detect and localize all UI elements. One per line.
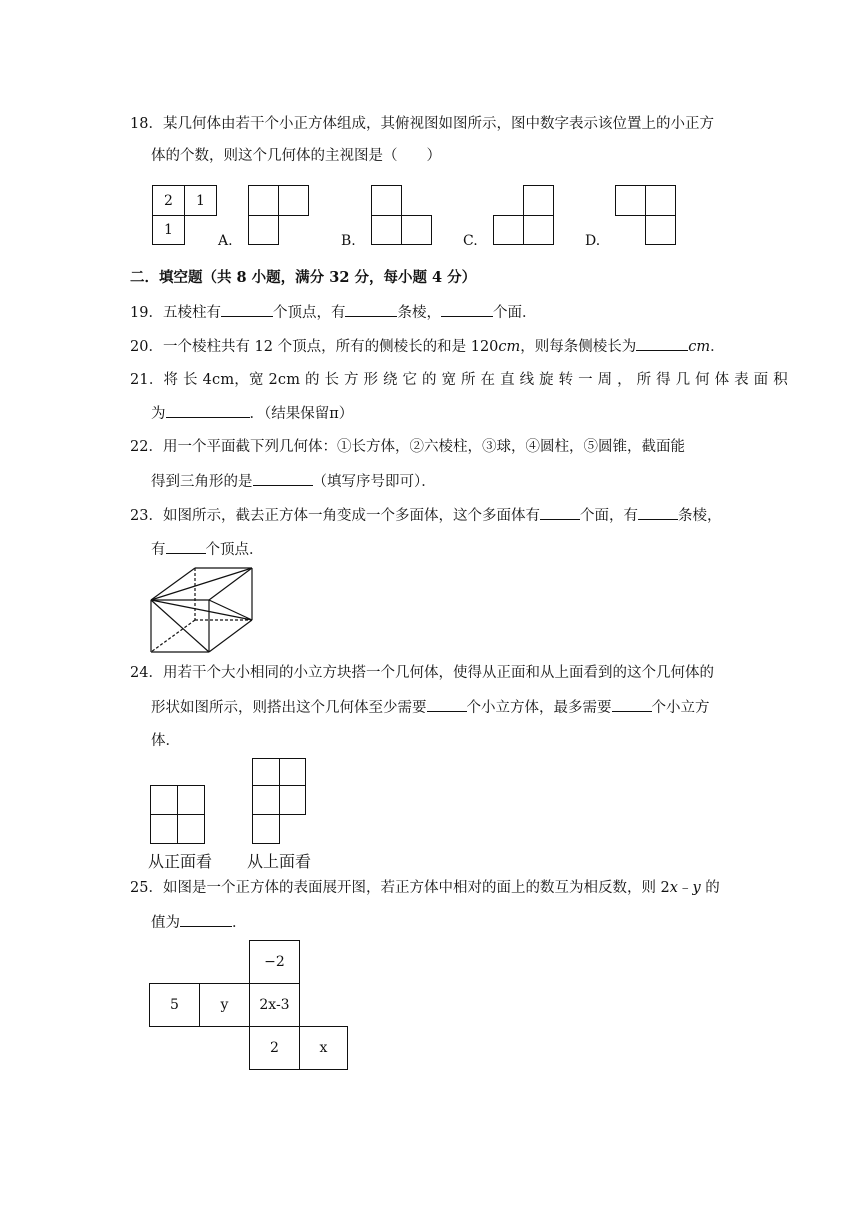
var-x: x <box>669 880 678 896</box>
option-c-label[interactable]: C. <box>463 233 478 249</box>
q24-line2 <box>151 697 710 718</box>
answer-blank[interactable] <box>636 336 688 351</box>
view-cell <box>252 814 280 844</box>
q18-line2: 体的个数，则这个几何体的主视图是（ ） <box>151 148 441 164</box>
q19 <box>130 302 536 323</box>
q20-text: ． <box>710 339 725 355</box>
q21-line2 <box>151 403 353 424</box>
q22-text: （填写序号即可）． <box>312 474 436 490</box>
view-cell <box>371 215 402 245</box>
q21-text: 为 <box>151 406 166 422</box>
section-heading: 二．填空题（共 8 小题，满分 32 分，每小题 4 分） <box>130 269 477 286</box>
q19-text: 19．五棱柱有 <box>130 305 221 321</box>
view-cell <box>279 785 306 815</box>
q19-text: 个顶点，有 <box>272 305 346 321</box>
view-cell <box>645 215 676 245</box>
unit: cm <box>498 339 521 355</box>
view-cell <box>523 185 554 216</box>
q22-line2 <box>151 471 436 492</box>
view-cell <box>645 185 676 216</box>
top-view-cell: 2 <box>152 185 185 216</box>
q25-text: 值为 <box>151 915 180 931</box>
view-cell <box>615 185 646 216</box>
q23-text: 条棱， <box>677 508 722 524</box>
q25-text: ． <box>232 915 247 931</box>
q25-line2 <box>151 912 247 933</box>
answer-blank[interactable] <box>612 697 652 712</box>
q19-text: 条棱， <box>397 305 441 321</box>
answer-blank[interactable] <box>166 539 206 554</box>
top-view-cell: 1 <box>152 215 185 245</box>
q25-text: 的 <box>700 880 720 896</box>
q23-text: 有 <box>151 542 166 558</box>
q24-text: 形状如图所示，则搭出这个几何体至少需要 <box>151 700 427 716</box>
answer-blank[interactable] <box>345 302 397 317</box>
view-cell <box>278 185 309 216</box>
view-cell <box>248 215 279 245</box>
answer-blank[interactable] <box>253 471 313 486</box>
answer-blank[interactable] <box>166 403 250 418</box>
top-view-caption: 从上面看 <box>247 852 312 871</box>
net-cell: y <box>199 983 250 1027</box>
q23-line1 <box>130 505 721 526</box>
q25-text: ﹣ <box>677 880 693 896</box>
view-cell <box>371 185 402 216</box>
option-b-label[interactable]: B. <box>341 233 356 249</box>
q20-text: 20．一个棱柱共有 12 个顶点，所有的侧棱长的和是 120 <box>130 339 499 355</box>
top-view-cell: 1 <box>184 185 217 216</box>
q23-text: 23．如图所示，截去正方体一角变成一个多面体，这个多面体有 <box>130 508 540 524</box>
q22-line1: 22．用一个平面截下列几何体：①长方体，②六棱柱，③球，④圆柱，⑤圆锥，截面能 <box>130 439 685 455</box>
net-cell: 5 <box>149 983 200 1027</box>
q20-text: ，则每条侧棱长为 <box>520 339 637 355</box>
q20 <box>130 336 725 357</box>
net-cell: −2 <box>249 940 300 984</box>
answer-blank[interactable] <box>540 505 580 520</box>
q24-line3: 体． <box>151 733 180 749</box>
var-y: y <box>692 880 701 896</box>
view-cell <box>279 758 306 786</box>
answer-blank[interactable] <box>427 697 467 712</box>
q24-text: 个小立方 <box>651 700 710 716</box>
view-cell <box>150 785 178 815</box>
q23-text: 个面，有 <box>579 508 638 524</box>
view-cell <box>177 814 205 844</box>
q24-text: 个小立方体，最多需要 <box>466 700 612 716</box>
view-cell <box>150 814 178 844</box>
option-a-label[interactable]: A. <box>218 233 233 249</box>
view-cell <box>493 215 524 245</box>
view-cell <box>252 785 280 815</box>
answer-blank[interactable] <box>221 302 273 317</box>
q19-text: 个面． <box>492 305 537 321</box>
option-d-label[interactable]: D. <box>585 233 601 249</box>
net-cell: x <box>299 1026 348 1070</box>
q21-text: ．（结果保留π） <box>249 406 354 422</box>
q18-line1: 18．某几何体由若干个小正方体组成，其俯视图如图所示，图中数字表示该位置上的小正方 <box>130 116 714 132</box>
unit: cm <box>688 339 711 355</box>
answer-blank[interactable] <box>441 302 493 317</box>
q25-text: 25．如图是一个正方体的表面展开图，若正方体中相对的面上的数互为相反数，则 2 <box>130 880 670 896</box>
view-cell <box>248 185 279 216</box>
truncated-cube-figure <box>145 563 260 658</box>
front-view-caption: 从正面看 <box>148 852 213 871</box>
q24-line1: 24．用若干个大小相同的小立方块搭一个几何体，使得从正面和从上面看到的这个几何体的 <box>130 665 714 681</box>
q23-text: 个顶点． <box>205 542 264 558</box>
answer-blank[interactable] <box>180 912 232 927</box>
q25-line1 <box>130 878 720 898</box>
net-cell: 2x-3 <box>249 983 300 1027</box>
q21-line1: 21．将 长 4cm，宽 2cm 的 长 方 形 绕 它 的 宽 所 在 直 线 旋 转 一 周 ， 所 得 几 何 体 表 面 积 <box>130 372 788 388</box>
net-cell: 2 <box>249 1026 300 1070</box>
view-cell <box>523 215 554 245</box>
view-cell <box>252 758 280 786</box>
answer-blank[interactable] <box>638 505 678 520</box>
view-cell <box>401 215 432 245</box>
q22-text: 得到三角形的是 <box>151 474 253 490</box>
q23-line2 <box>151 539 264 560</box>
view-cell <box>177 785 205 815</box>
